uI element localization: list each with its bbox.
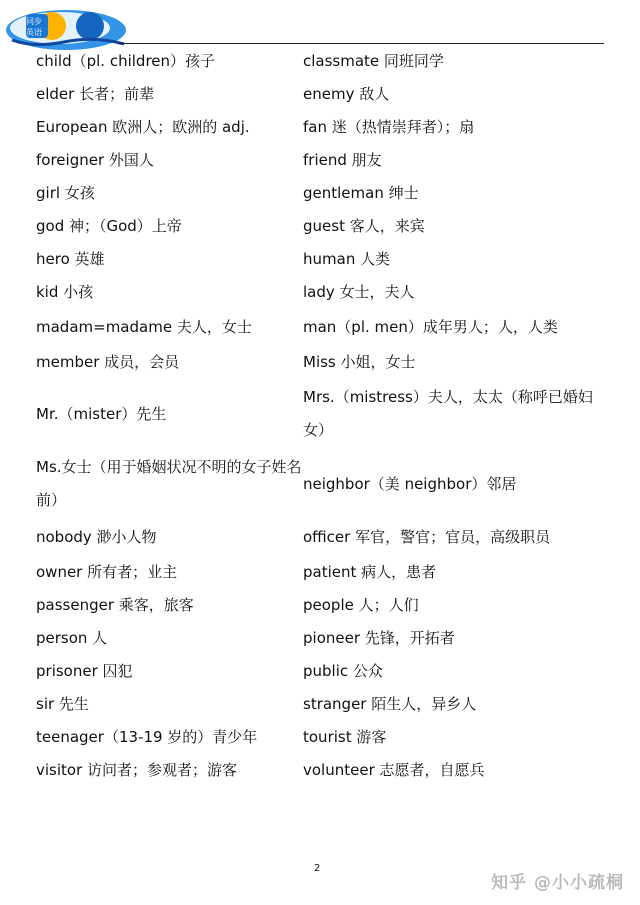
word-entry: stranger 陌生人，异乡人 [303,695,477,713]
word-entry: person 人 [36,629,108,647]
word-entry: elder 长者；前辈 [36,85,155,103]
word-entry: pioneer 先锋，开拓者 [303,629,455,647]
word-entry: teenager（13-19 岁的）青少年 [36,728,258,746]
table-row [36,309,596,346]
table-row [36,45,596,78]
word-entry: god 神；（God）上帝 [36,217,182,235]
word-entry: hero 英雄 [36,250,105,268]
table-row [36,754,596,787]
word-entry: volunteer 志愿者，自愿兵 [303,761,485,779]
word-entry: visitor 访问者；参观者；游客 [36,761,238,779]
word-entry: tourist 游客 [303,728,387,746]
word-entry: kid 小孩 [36,283,94,301]
table-row [36,379,596,449]
table-row [36,144,596,177]
word-entry: owner 所有者；业主 [36,563,178,581]
word-entry: Mr.（mister）先生 [36,404,167,423]
word-entry: enemy 敌人 [303,85,390,103]
table-row [36,177,596,210]
word-entry: foreigner 外国人 [36,151,154,169]
table-row [36,655,596,688]
word-entry: public 公众 [303,662,383,680]
table-row [36,688,596,721]
word-entry: nobody 渺小人物 [36,528,157,546]
word-entry: patient 病人，患者 [303,563,437,581]
table-row [36,78,596,111]
table-row [36,556,596,589]
word-entry: officer 军官，警官；官员，高级职员 [303,528,551,546]
table-row [36,243,596,276]
word-entry: fan 迷（热情崇拜者）；扇 [303,118,475,136]
word-entry: human 人类 [303,250,391,268]
table-row [36,622,596,655]
word-entry: friend 朋友 [303,151,382,169]
word-entry: man（pl. men）成年男人；人，人类 [303,318,558,336]
word-entry: Miss 小姐，女士 [303,353,416,371]
vocabulary-table [36,45,596,787]
svg-text:英语: 英语 [26,28,42,37]
header-rule [118,43,604,44]
word-entry: child（pl. children）孩子 [36,52,216,70]
word-entry: sir 先生 [36,695,89,713]
word-entry: people 人；人们 [303,596,419,614]
watermark: 知乎 @小小疏桐 [491,873,624,893]
table-row [36,210,596,243]
page-number: 2 [314,863,321,874]
table-row [36,721,596,754]
word-entry: neighbor（美 neighbor）邻居 [303,474,517,493]
word-entry: prisoner 囚犯 [36,662,133,680]
word-entry: passenger 乘客，旅客 [36,596,194,614]
word-entry: madam=madame 夫人，女士 [36,318,252,336]
table-row [36,519,596,556]
word-entry: gentleman 绅士 [303,184,419,202]
table-row [36,589,596,622]
word-entry: Ms.女士（用于婚姻状况不明的女子姓名前） [36,458,302,509]
word-entry: Mrs.（mistress）夫人，太太（称呼已婚妇女） [303,388,593,439]
table-row [36,276,596,309]
word-entry: guest 客人，来宾 [303,217,425,235]
table-row [36,449,596,519]
table-row [36,111,596,144]
table-row [36,346,596,379]
word-entry: classmate 同班同学 [303,52,444,70]
word-entry: lady 女士，夫人 [303,283,415,301]
svg-text:同步: 同步 [26,17,42,26]
word-entry: girl 女孩 [36,184,95,202]
word-entry: European 欧洲人；欧洲的 adj. [36,118,250,136]
word-entry: member 成员，会员 [36,353,180,371]
